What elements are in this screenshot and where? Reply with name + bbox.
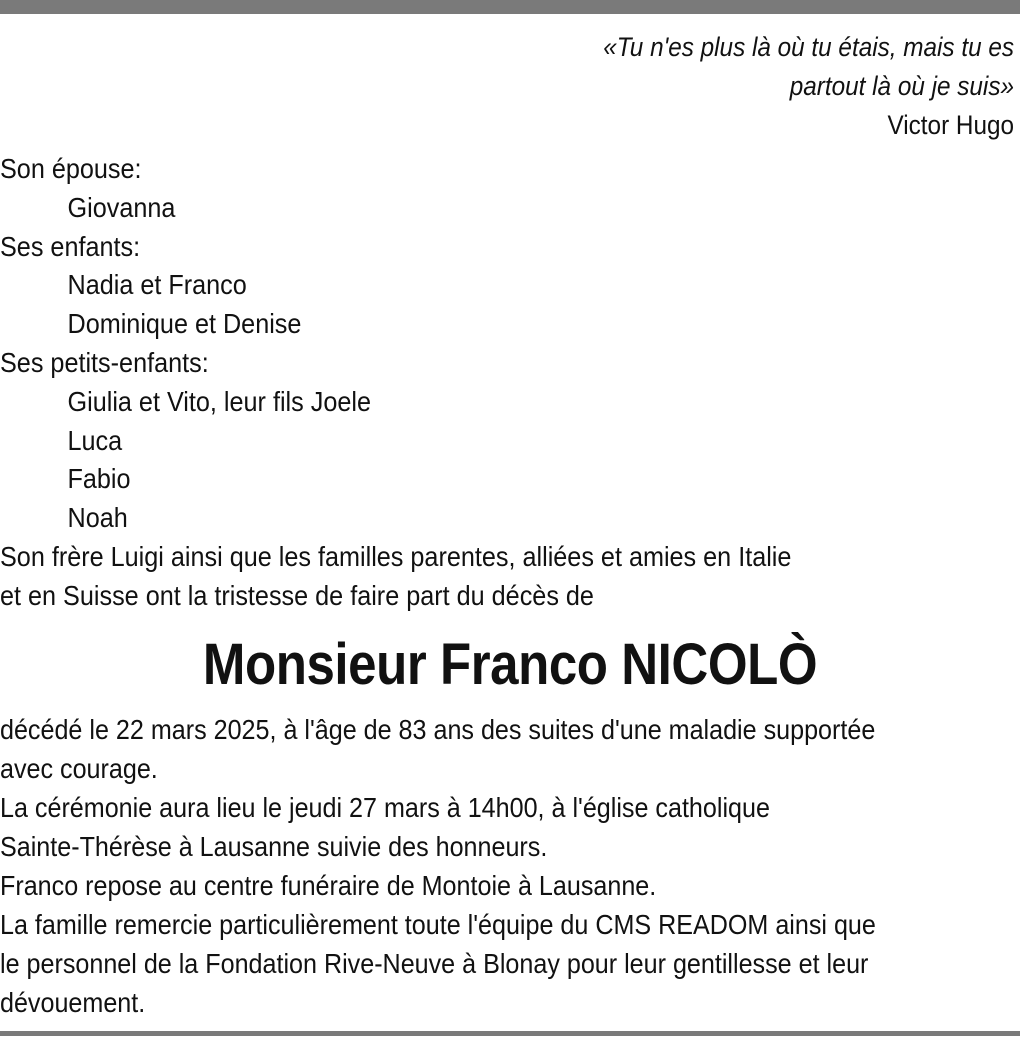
details-line: La famille remercie particulièrement toute l'équipe du CMS READOM ainsi que [0, 909, 876, 940]
announcement-line: et en Suisse ont la tristesse de faire part du décès de [0, 579, 594, 611]
details-line: le personnel de la Fondation Rive-Neuve à Blonay pour leur gentillesse et leur [0, 948, 869, 979]
top-rule [0, 0, 1020, 14]
deceased-name: Monsieur Franco NICOLÒ [202, 632, 818, 697]
grandchild-name: Luca [67, 424, 123, 456]
grandchild-name: Fabio [67, 463, 131, 495]
child-name: Dominique et Denise [67, 308, 302, 340]
grandchild-name: Giulia et Vito, leur fils Joele [67, 385, 371, 417]
announcement-line: Son frère Luigi ainsi que les familles parentes, alliées et amies en Italie [0, 541, 792, 572]
spouse-label: Son épouse: [0, 153, 142, 184]
quote-line: partout là où je suis» [789, 71, 1014, 101]
details-line: Franco repose au centre funéraire de Montoie à Lausanne. [0, 870, 657, 901]
quote-line: «Tu n'es plus là où tu étais, mais tu es [603, 32, 1014, 62]
announcement-text [0, 538, 1017, 616]
children-label: Ses enfants: [0, 230, 141, 262]
family-list [0, 150, 918, 538]
epitaph-quote [456, 28, 1014, 145]
bottom-rule [0, 1031, 1020, 1036]
spouse-name: Giovanna [67, 191, 176, 223]
details-line: décédé le 22 mars 2025, à l'âge de 83 ans des suites d'une maladie supportée [0, 714, 876, 745]
quote-author: Victor Hugo [887, 110, 1014, 140]
details-line: dévouement. [0, 987, 146, 1018]
ceremony-details [0, 710, 1019, 1022]
grandchildren-label: Ses petits-enfants: [0, 346, 209, 378]
details-line: avec courage. [0, 753, 158, 784]
child-name: Nadia et Franco [67, 269, 247, 301]
details-line: Sainte-Thérèse à Lausanne suivie des honneurs. [0, 831, 548, 862]
grandchild-name: Noah [67, 502, 128, 534]
details-line: La cérémonie aura lieu le jeudi 27 mars à 14h00, à l'église catholique [0, 792, 770, 823]
